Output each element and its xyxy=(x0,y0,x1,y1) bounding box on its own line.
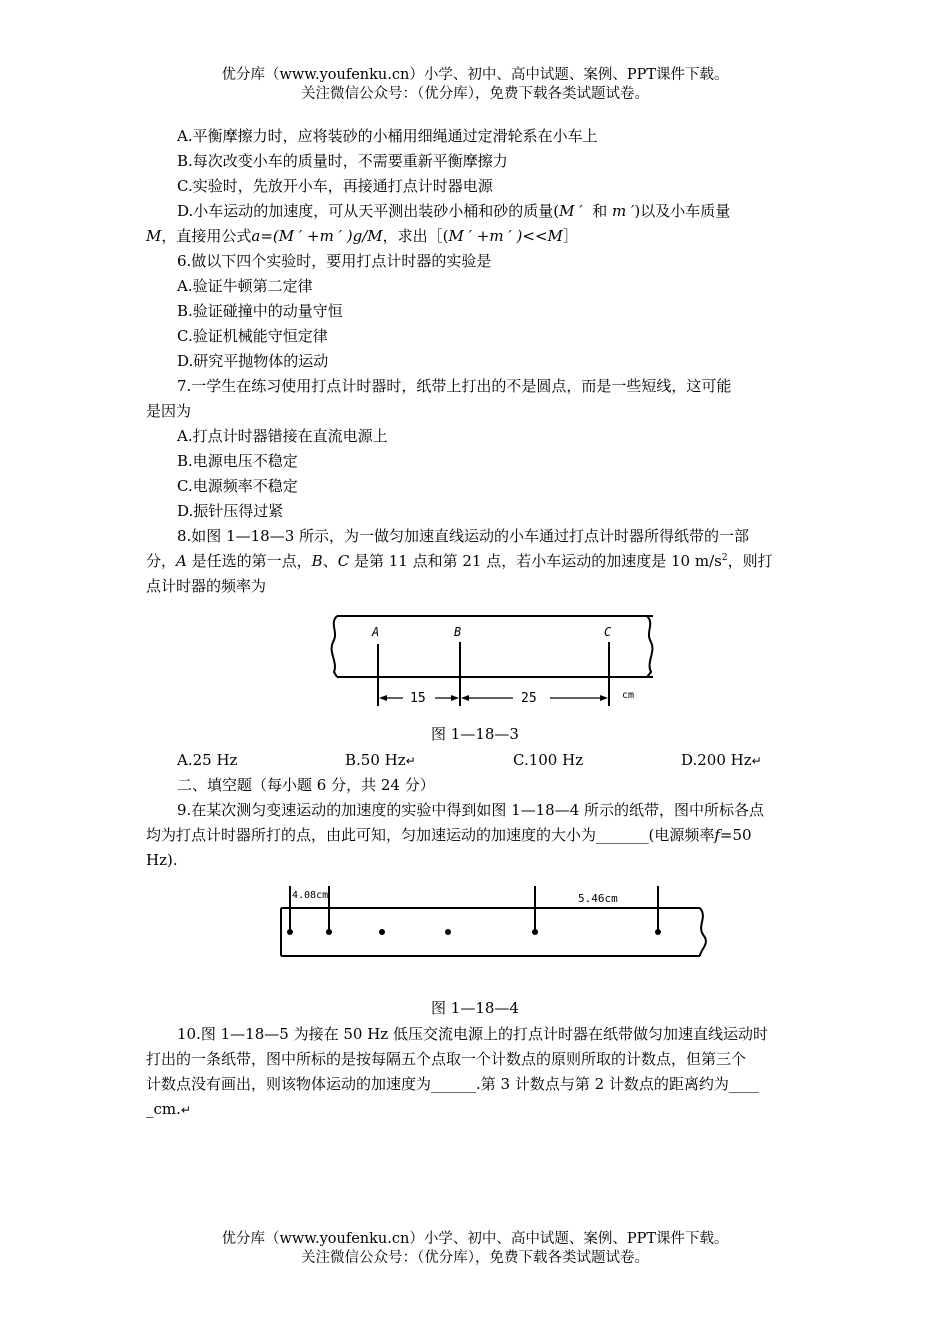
tape-left-torn-edge xyxy=(332,616,337,677)
q9-stem-end: Hz). xyxy=(146,851,178,869)
q10-stem-line-2: 打出的一条纸带，图中所标的是按每隔五个点取一个计数点的原则所取的计数点，但第三个 xyxy=(146,1050,747,1068)
arrowhead-c-left xyxy=(600,695,608,701)
distance-label-right: 5.46cm xyxy=(578,892,618,905)
q9-stem: 9.在某次测匀变速运动的加速度的实验中得到如图 1—18—4 所示的纸带，图中所标各点 xyxy=(177,801,765,819)
unit-label: cm xyxy=(622,690,635,701)
q6-stem: 6.做以下四个实验时，要用打点计时器的实验是 xyxy=(177,252,492,270)
q7-stem-continued: 是因为 xyxy=(146,402,192,420)
q6-option-c: C.验证机械能守恒定律 xyxy=(177,327,328,345)
label-c: C xyxy=(604,625,612,639)
label-b: B xyxy=(454,625,462,639)
page-header-line-1: 优分库（www.youfenku.cn）小学、初中、高中试题、案例、PPT课件下载。 xyxy=(221,67,729,83)
q8-stem: 8.如图 1—18—3 所示，为一做匀加速直线运动的小车通过打点计时器所得纸带的一部 xyxy=(177,527,750,545)
arrowhead-b-left xyxy=(451,695,459,701)
arrowhead-a-right xyxy=(379,695,387,701)
dot-6 xyxy=(655,929,661,935)
q5-option-a: A.平衡摩擦力时，应将装砂的小桶用细绳通过定滑轮系在小车上 xyxy=(177,127,598,145)
q6-option-b: B.验证碰撞中的动量守恒 xyxy=(177,302,343,320)
q8-stem-continued: 分，A 是任选的第一点，B、C 是第 11 点和第 21 点，若小车运动的加速度是 10 $m/s^2$，则打 xyxy=(146,552,773,570)
section-2-title: 二、填空题（每小题 6 分，共 24 分） xyxy=(177,776,435,794)
tape-right-torn-edge xyxy=(647,616,652,677)
page-header-line-2: 关注微信公众号：（优分库），免费下载各类试题试卷。 xyxy=(301,86,649,102)
dot-2 xyxy=(326,929,332,935)
q5-option-d: D.小车运动的加速度，可从天平测出装砂小桶和砂的质量(M ′ 和 m ′)以及小车质量 xyxy=(177,202,731,220)
return-mark-icon: ↵ xyxy=(751,754,762,768)
q7-stem: 7.一学生在练习使用打点计时器时，纸带上打出的不是圆点，而是一些短线，这可能 xyxy=(177,377,732,395)
page-footer-line-2: 关注微信公众号：（优分库），免费下载各类试题试卷。 xyxy=(301,1250,649,1266)
arrowhead-b-right xyxy=(461,695,469,701)
q10-stem-line-3: 计数点没有画出，则该物体运动的加速度为______.第 3 计数点与第 2 计数点的距离约为____ xyxy=(146,1075,759,1093)
q7-option-c: C.电源频率不稳定 xyxy=(177,477,298,495)
figure-1-18-4 xyxy=(270,880,720,965)
return-mark-icon: ↵ xyxy=(405,754,416,768)
label-a: A xyxy=(372,625,380,639)
q8-option-c: C.100 Hz xyxy=(513,751,584,769)
figure-1-18-4-caption: 图 1—18—4 xyxy=(431,999,519,1017)
q5-option-d-continued: M，直接用公式a=(M ′ +m ′ )g/M，求出［(M ′ +m ′ )<<M］ xyxy=(146,227,578,245)
distance-ab-label: 15 xyxy=(410,691,426,706)
dot-3 xyxy=(379,929,385,935)
q8-option-b: B.50 Hz↵ xyxy=(345,751,416,769)
q8-option-a: A.25 Hz xyxy=(177,751,238,769)
page-footer-line-1: 优分库（www.youfenku.cn）小学、初中、高中试题、案例、PPT课件下载。 xyxy=(221,1231,729,1247)
q7-option-b: B.电源电压不稳定 xyxy=(177,452,298,470)
q10-stem-line-4: _cm.↵ xyxy=(146,1100,191,1118)
q6-option-d: D.研究平抛物体的运动 xyxy=(177,352,329,370)
distance-label-left: 4.08cm xyxy=(292,890,329,901)
dot-1 xyxy=(287,929,293,935)
q5-option-b: B.每次改变小车的质量时，不需要重新平衡摩擦力 xyxy=(177,152,508,170)
q8-stem-end: 点计时器的频率为 xyxy=(146,577,267,595)
q7-option-a: A.打点计时器错接在直流电源上 xyxy=(177,427,388,445)
q9-stem-continued: 均为打点计时器所打的点，由此可知，匀加速运动的加速度的大小为_______(电源频率f=50 xyxy=(146,826,752,844)
q10-stem: 10.图 1—18—5 为接在 50 Hz 低压交流电源上的打点计时器在纸带做匀加速直线运动时 xyxy=(177,1025,768,1043)
figure-1-18-3-caption: 图 1—18—3 xyxy=(431,725,519,743)
distance-bc-label: 25 xyxy=(521,691,537,706)
return-mark-icon: ↵ xyxy=(180,1103,191,1117)
tape-right-torn-edge xyxy=(700,908,706,956)
dot-4 xyxy=(445,929,451,935)
figure-1-18-3 xyxy=(325,610,665,715)
dot-5 xyxy=(532,929,538,935)
q6-option-a: A.验证牛顿第二定律 xyxy=(177,277,313,295)
q7-option-d: D.振针压得过紧 xyxy=(177,502,284,520)
q5-option-c: C.实验时，先放开小车，再接通打点计时器电源 xyxy=(177,177,493,195)
q8-option-d: D.200 Hz↵ xyxy=(681,751,762,769)
